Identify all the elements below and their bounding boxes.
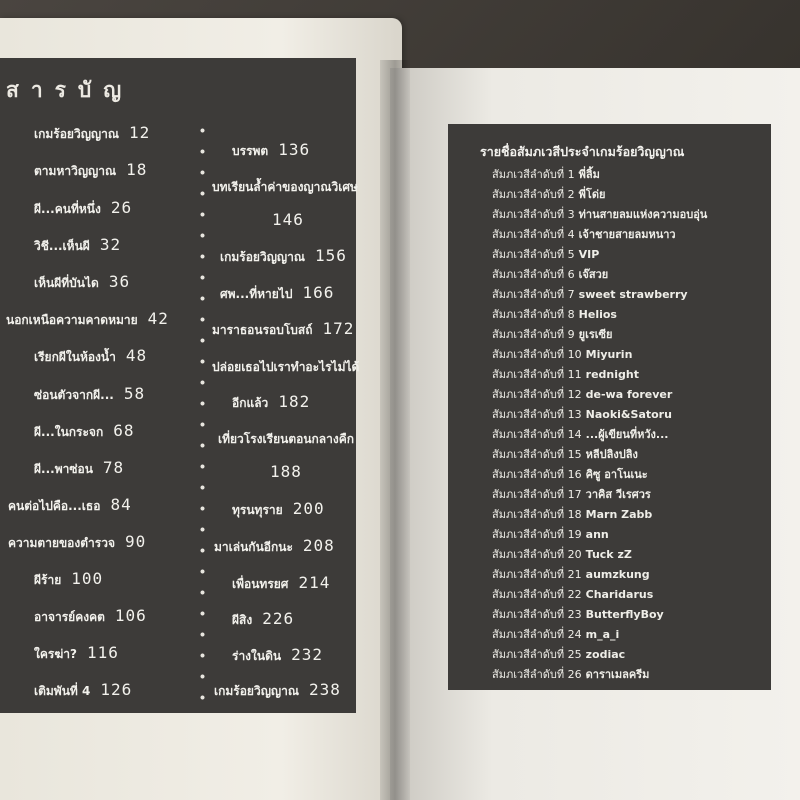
member-name: ...ผู้เขียนที่หวัง...: [585, 428, 669, 441]
toc-entry-title: ทุรนทุราย: [232, 503, 283, 517]
toc-entry-page: 48: [125, 346, 148, 365]
toc-entry-page: 26: [110, 198, 133, 217]
toc-entry: [34, 198, 132, 219]
member-rank-label: สัมภเวสีลำดับที่ 17: [492, 488, 582, 501]
toc-entry-title: เห็นผีที่บันได: [34, 276, 99, 290]
toc-entry: [34, 235, 121, 256]
member-rank-label: สัมภเวสีลำดับที่ 9: [492, 328, 575, 341]
toc-entry-page: 238: [309, 680, 341, 699]
member-row: [492, 665, 649, 683]
member-row: [492, 205, 707, 223]
member-row: [492, 445, 638, 463]
member-row: [492, 465, 648, 483]
member-rank-label: สัมภเวสีลำดับที่ 6: [492, 268, 575, 281]
toc-entry: [232, 573, 330, 594]
member-rank-label: สัมภเวสีลำดับที่ 2: [492, 188, 575, 201]
member-name: ButterflyBoy: [585, 608, 664, 621]
member-name: Naoki&Satoru: [585, 408, 672, 421]
toc-entry-page: 18: [126, 160, 148, 179]
toc-entry: [220, 246, 347, 267]
member-rank-label: สัมภเวสีลำดับที่ 8: [492, 308, 575, 321]
toc-entry: [218, 428, 364, 449]
toc-entry-page: 208: [302, 536, 335, 555]
toc-entry: [8, 532, 146, 553]
toc-entry: [34, 346, 147, 367]
toc-entry-title: อีกแล้ว: [232, 396, 269, 410]
toc-entry-page: 200: [292, 499, 325, 518]
member-row: [492, 325, 612, 343]
member-name: Helios: [578, 308, 617, 321]
member-rank-label: สัมภเวสีลำดับที่ 14: [492, 428, 582, 441]
toc-entry-title: ผี...คนที่หนึ่ง: [34, 202, 101, 216]
member-rank-label: สัมภเวสีลำดับที่ 4: [492, 228, 575, 241]
toc-entry-title: คนต่อไปคือ...เธอ: [8, 499, 101, 513]
toc-entry: [6, 309, 169, 330]
toc-entry-title: เที่ยวโรงเรียนตอนกลางคืก: [218, 432, 355, 446]
toc-entry: [34, 123, 150, 144]
toc-entry-title: ผีสิง: [232, 613, 253, 627]
member-name: sweet strawberry: [578, 288, 688, 301]
member-rank-label: สัมภเวสีลำดับที่ 19: [492, 528, 582, 541]
toc-entry: [34, 160, 147, 181]
toc-entry-page: 12: [129, 123, 151, 142]
toc-entry-title: ตามหาวิญญาณ: [34, 164, 117, 178]
toc-entry-title: ผี...พาซ่อน: [34, 462, 93, 476]
toc-entry-title: ศพ...ที่หายไป: [220, 287, 293, 301]
member-rank-label: สัมภเวสีลำดับที่ 21: [492, 568, 582, 581]
toc-entry-page: 226: [262, 609, 295, 628]
toc-entry: [8, 495, 132, 516]
member-name: ยูเรเซีย: [578, 328, 613, 341]
member-rank-label: สัมภเวสีลำดับที่ 26: [492, 668, 582, 681]
toc-title: สารบัญ: [6, 77, 134, 102]
member-row: [492, 225, 676, 243]
toc-entry-title: ร่างในดิน: [232, 649, 282, 663]
toc-entry: [34, 643, 119, 664]
toc-entry-title: ผี...ในกระจก: [34, 425, 104, 439]
toc-entry: [34, 458, 124, 479]
member-name: VIP: [578, 248, 600, 261]
member-name: พี่โด่ย: [578, 188, 606, 201]
member-row: [492, 565, 650, 583]
toc-entry-title: ผีร้าย: [34, 573, 62, 587]
toc-entry: [232, 645, 323, 666]
toc-entry-title: เกมร้อยวิญญาณ: [220, 250, 306, 264]
toc-entry-title: อาจารย์คงคต: [34, 610, 105, 624]
dotted-column-divider: [200, 120, 205, 700]
member-row: [492, 345, 632, 363]
toc-entry-page: 172: [322, 319, 355, 338]
member-name: zodiac: [585, 648, 626, 661]
book-spine-shadow: [380, 60, 410, 800]
toc-entry-title: เกมร้อยวิญญาณ: [214, 684, 300, 698]
toc-entry-page: 116: [86, 643, 119, 662]
member-name: เจ้าชายสายลมหนาว: [578, 228, 676, 241]
toc-entry-title: เกมร้อยวิญญาณ: [34, 127, 120, 141]
member-name: de-wa forever: [585, 388, 673, 401]
toc-entry: [34, 272, 130, 293]
toc-entry: [212, 176, 368, 197]
toc-entry-page: 126: [100, 680, 133, 699]
toc-entry: [34, 606, 147, 627]
toc-entry: [214, 680, 341, 701]
member-row: [492, 525, 609, 543]
member-row: [492, 165, 600, 183]
toc-entry-title: ซ่อนตัวจากผี...: [34, 388, 114, 402]
toc-entry: [232, 140, 310, 161]
member-rank-label: สัมภเวสีลำดับที่ 23: [492, 608, 582, 621]
toc-entry: [214, 536, 335, 557]
toc-entry-title: ปล่อยเธอไปเราทำอะไรไม่ได้: [212, 360, 360, 374]
member-rank-label: สัมภเวสีลำดับที่ 20: [492, 548, 582, 561]
member-row: [492, 625, 619, 643]
member-name: Marn Zabb: [585, 508, 653, 521]
toc-entry-page: 146: [272, 210, 304, 229]
toc-entry: [212, 356, 369, 377]
toc-entry: [232, 609, 294, 630]
member-name: m_a_i: [585, 628, 620, 641]
member-row: [492, 585, 653, 603]
toc-entry-page: 214: [298, 573, 331, 592]
member-rank-label: สัมภเวสีลำดับที่ 10: [492, 348, 582, 361]
member-rank-label: สัมภเวสีลำดับที่ 1: [492, 168, 575, 181]
toc-entry-title: ความตายของตำรวจ: [8, 536, 115, 550]
toc-entry-page: 166: [302, 283, 335, 302]
member-row: [492, 305, 617, 323]
toc-entry-page: 232: [291, 645, 324, 664]
member-name: Miyurin: [585, 348, 633, 361]
toc-entry: [34, 384, 145, 405]
member-name: ดาราเมลครีม: [585, 668, 650, 681]
toc-entry: [34, 421, 135, 442]
member-row: [492, 545, 632, 563]
toc-entry-page: 32: [99, 235, 122, 254]
toc-entry-title: มาราธอนรอบโบสถ์: [212, 323, 313, 337]
member-name: ท่านสายลมแห่งความอบอุ่น: [578, 208, 708, 221]
member-name: Tuck zZ: [585, 548, 632, 561]
toc-entry-page: 90: [125, 532, 147, 551]
toc-entry-title: ใครฆ่า?: [34, 647, 77, 661]
toc-entry-page: 84: [110, 495, 132, 514]
toc-entry-page: 136: [278, 140, 311, 159]
member-rank-label: สัมภเวสีลำดับที่ 7: [492, 288, 575, 301]
member-name: ann: [585, 528, 609, 541]
toc-entry-title: บทเรียนล้ำค่าของญาณวิเศษ: [212, 180, 358, 194]
member-row: [492, 425, 668, 443]
member-name: หลีปลิงปลิง: [585, 448, 638, 461]
member-rank-label: สัมภเวสีลำดับที่ 13: [492, 408, 582, 421]
toc-entry-page: 42: [147, 309, 169, 328]
toc-entry-page: 78: [102, 458, 125, 477]
toc-entry: [212, 319, 354, 340]
member-row: [492, 505, 652, 523]
toc-entry-title: นอกเหนือความคาดหมาย: [6, 313, 138, 327]
member-name: พี่ลิ้ม: [578, 168, 600, 181]
member-row: [492, 485, 651, 503]
member-row: [492, 385, 672, 403]
member-row: [492, 365, 639, 383]
member-rank-label: สัมภเวสีลำดับที่ 15: [492, 448, 582, 461]
toc-entry-title: บรรพต: [232, 144, 269, 158]
member-name: Charidarus: [585, 588, 654, 601]
member-row: [492, 245, 599, 263]
member-name: aumzkung: [585, 568, 650, 581]
member-rank-label: สัมภเวสีลำดับที่ 16: [492, 468, 582, 481]
member-rank-label: สัมภเวสีลำดับที่ 11: [492, 368, 582, 381]
toc-entry: [220, 283, 334, 304]
member-rank-label: สัมภเวสีลำดับที่ 12: [492, 388, 582, 401]
member-list-title: รายชื่อสัมภเวสีประจำเกมร้อยวิญญาณ: [480, 144, 685, 159]
member-row: [492, 265, 608, 283]
toc-entry: [34, 569, 103, 590]
toc-entry-page: 36: [108, 272, 131, 291]
member-rank-label: สัมภเวสีลำดับที่ 24: [492, 628, 582, 641]
toc-entry-title: มาเล่นกันอีกนะ: [214, 540, 293, 554]
toc-entry-title: เพื่อนทรยศ: [232, 577, 289, 591]
member-name: วาคิส วีเรศวร: [585, 488, 651, 501]
member-row: [492, 185, 605, 203]
member-rank-label: สัมภเวสีลำดับที่ 5: [492, 248, 575, 261]
member-rank-label: สัมภเวสีลำดับที่ 22: [492, 588, 582, 601]
member-row: [492, 285, 688, 303]
toc-entry-page: 58: [123, 384, 146, 403]
toc-entry: [272, 210, 304, 229]
member-rank-label: สัมภเวสีลำดับที่ 18: [492, 508, 582, 521]
toc-entry-page: 182: [278, 392, 311, 411]
toc-entry: [270, 462, 302, 481]
toc-entry: [232, 392, 310, 413]
toc-entry-page: 188: [270, 462, 302, 481]
toc-entry-title: เรียกผีในห้องน้ำ: [34, 350, 116, 364]
toc-entry: [232, 499, 325, 520]
member-rank-label: สัมภเวสีลำดับที่ 25: [492, 648, 582, 661]
toc-entry-title: วิชี...เห็นผี: [34, 239, 90, 253]
toc-entry-page: 156: [315, 246, 347, 265]
member-row: [492, 605, 664, 623]
toc-entry-page: 106: [114, 606, 147, 625]
member-name: เจ๊สวย: [578, 268, 609, 281]
member-row: [492, 645, 625, 663]
toc-entry-title: เติมพันที่ 4: [34, 684, 91, 698]
toc-entry-page: 100: [71, 569, 104, 588]
toc-entry: [34, 680, 132, 701]
member-name: rednight: [585, 368, 639, 381]
member-name: คิซู อาโนเนะ: [585, 468, 648, 481]
toc-entry-page: 68: [113, 421, 135, 440]
member-rank-label: สัมภเวสีลำดับที่ 3: [492, 208, 575, 221]
member-row: [492, 405, 672, 423]
